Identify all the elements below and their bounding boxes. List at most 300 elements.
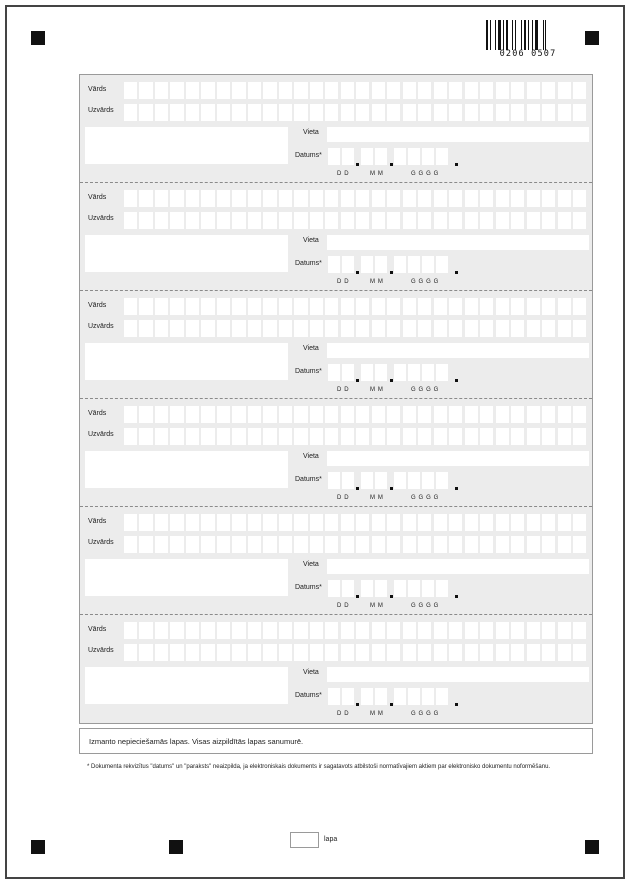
char-cell[interactable] bbox=[480, 82, 493, 99]
char-cell[interactable] bbox=[248, 428, 261, 445]
date-digit-cell[interactable] bbox=[408, 364, 420, 381]
char-cell[interactable] bbox=[139, 104, 152, 121]
char-cell[interactable] bbox=[248, 104, 261, 121]
char-cell[interactable] bbox=[325, 320, 338, 337]
char-cell[interactable] bbox=[465, 622, 478, 639]
char-cell[interactable] bbox=[155, 298, 168, 315]
char-cell[interactable] bbox=[449, 644, 462, 661]
char-cell[interactable] bbox=[186, 644, 199, 661]
char-cell[interactable] bbox=[232, 298, 245, 315]
date-digit-cell[interactable] bbox=[422, 688, 434, 705]
last-name-field[interactable] bbox=[124, 104, 589, 121]
char-cell[interactable] bbox=[387, 536, 400, 553]
char-cell[interactable] bbox=[310, 320, 323, 337]
char-cell[interactable] bbox=[496, 644, 509, 661]
char-cell[interactable] bbox=[232, 514, 245, 531]
char-cell[interactable] bbox=[527, 298, 540, 315]
date-digit-cell[interactable] bbox=[375, 472, 387, 489]
char-cell[interactable] bbox=[294, 536, 307, 553]
char-cell[interactable] bbox=[434, 190, 447, 207]
char-cell[interactable] bbox=[434, 320, 447, 337]
date-digit-cell[interactable] bbox=[422, 364, 434, 381]
char-cell[interactable] bbox=[155, 104, 168, 121]
char-cell[interactable] bbox=[418, 644, 431, 661]
char-cell[interactable] bbox=[155, 514, 168, 531]
char-cell[interactable] bbox=[527, 320, 540, 337]
char-cell[interactable] bbox=[139, 536, 152, 553]
char-cell[interactable] bbox=[186, 104, 199, 121]
char-cell[interactable] bbox=[341, 514, 354, 531]
char-cell[interactable] bbox=[139, 298, 152, 315]
date-digit-cell[interactable] bbox=[375, 148, 387, 165]
char-cell[interactable] bbox=[279, 104, 292, 121]
char-cell[interactable] bbox=[573, 82, 586, 99]
char-cell[interactable] bbox=[480, 536, 493, 553]
char-cell[interactable] bbox=[356, 514, 369, 531]
char-cell[interactable] bbox=[511, 212, 524, 229]
char-cell[interactable] bbox=[403, 536, 416, 553]
char-cell[interactable] bbox=[155, 320, 168, 337]
first-name-field[interactable] bbox=[124, 622, 589, 639]
char-cell[interactable] bbox=[449, 320, 462, 337]
char-cell[interactable] bbox=[170, 428, 183, 445]
char-cell[interactable] bbox=[480, 428, 493, 445]
char-cell[interactable] bbox=[542, 536, 555, 553]
char-cell[interactable] bbox=[573, 644, 586, 661]
char-cell[interactable] bbox=[403, 428, 416, 445]
date-digit-cell[interactable] bbox=[375, 580, 387, 597]
last-name-field[interactable] bbox=[124, 320, 589, 337]
char-cell[interactable] bbox=[279, 82, 292, 99]
char-cell[interactable] bbox=[139, 428, 152, 445]
char-cell[interactable] bbox=[201, 428, 214, 445]
char-cell[interactable] bbox=[356, 622, 369, 639]
date-digit-cell[interactable] bbox=[328, 364, 340, 381]
char-cell[interactable] bbox=[480, 622, 493, 639]
char-cell[interactable] bbox=[325, 104, 338, 121]
char-cell[interactable] bbox=[186, 622, 199, 639]
char-cell[interactable] bbox=[542, 428, 555, 445]
char-cell[interactable] bbox=[170, 212, 183, 229]
date-digit-cell[interactable] bbox=[422, 580, 434, 597]
char-cell[interactable] bbox=[465, 82, 478, 99]
date-digit-cell[interactable] bbox=[394, 256, 406, 273]
char-cell[interactable] bbox=[294, 644, 307, 661]
date-digit-cell[interactable] bbox=[342, 472, 354, 489]
char-cell[interactable] bbox=[434, 298, 447, 315]
char-cell[interactable] bbox=[139, 514, 152, 531]
char-cell[interactable] bbox=[356, 190, 369, 207]
char-cell[interactable] bbox=[263, 428, 276, 445]
char-cell[interactable] bbox=[170, 514, 183, 531]
char-cell[interactable] bbox=[201, 190, 214, 207]
first-name-field[interactable] bbox=[124, 406, 589, 423]
date-digit-cell[interactable] bbox=[328, 472, 340, 489]
first-name-field[interactable] bbox=[124, 514, 589, 531]
char-cell[interactable] bbox=[465, 406, 478, 423]
date-digit-cell[interactable] bbox=[342, 148, 354, 165]
date-digit-cell[interactable] bbox=[394, 364, 406, 381]
page-number-field[interactable] bbox=[290, 832, 319, 848]
char-cell[interactable] bbox=[186, 428, 199, 445]
date-digit-cell[interactable] bbox=[408, 580, 420, 597]
char-cell[interactable] bbox=[170, 622, 183, 639]
char-cell[interactable] bbox=[341, 622, 354, 639]
char-cell[interactable] bbox=[294, 82, 307, 99]
char-cell[interactable] bbox=[341, 644, 354, 661]
char-cell[interactable] bbox=[573, 536, 586, 553]
char-cell[interactable] bbox=[325, 190, 338, 207]
char-cell[interactable] bbox=[449, 298, 462, 315]
char-cell[interactable] bbox=[310, 622, 323, 639]
char-cell[interactable] bbox=[139, 320, 152, 337]
char-cell[interactable] bbox=[263, 406, 276, 423]
char-cell[interactable] bbox=[232, 212, 245, 229]
char-cell[interactable] bbox=[511, 320, 524, 337]
char-cell[interactable] bbox=[294, 514, 307, 531]
char-cell[interactable] bbox=[248, 320, 261, 337]
char-cell[interactable] bbox=[170, 644, 183, 661]
char-cell[interactable] bbox=[372, 406, 385, 423]
char-cell[interactable] bbox=[356, 428, 369, 445]
char-cell[interactable] bbox=[387, 104, 400, 121]
char-cell[interactable] bbox=[186, 320, 199, 337]
char-cell[interactable] bbox=[527, 212, 540, 229]
char-cell[interactable] bbox=[434, 536, 447, 553]
date-digit-cell[interactable] bbox=[342, 580, 354, 597]
char-cell[interactable] bbox=[542, 622, 555, 639]
char-cell[interactable] bbox=[573, 190, 586, 207]
char-cell[interactable] bbox=[139, 82, 152, 99]
date-digit-cell[interactable] bbox=[436, 472, 448, 489]
char-cell[interactable] bbox=[310, 536, 323, 553]
char-cell[interactable] bbox=[372, 190, 385, 207]
char-cell[interactable] bbox=[325, 212, 338, 229]
char-cell[interactable] bbox=[201, 82, 214, 99]
char-cell[interactable] bbox=[387, 190, 400, 207]
date-digit-cell[interactable] bbox=[328, 580, 340, 597]
char-cell[interactable] bbox=[542, 320, 555, 337]
char-cell[interactable] bbox=[232, 190, 245, 207]
char-cell[interactable] bbox=[248, 190, 261, 207]
char-cell[interactable] bbox=[279, 406, 292, 423]
char-cell[interactable] bbox=[558, 298, 571, 315]
char-cell[interactable] bbox=[542, 212, 555, 229]
char-cell[interactable] bbox=[263, 82, 276, 99]
char-cell[interactable] bbox=[511, 514, 524, 531]
char-cell[interactable] bbox=[372, 212, 385, 229]
first-name-field[interactable] bbox=[124, 190, 589, 207]
char-cell[interactable] bbox=[573, 212, 586, 229]
char-cell[interactable] bbox=[558, 536, 571, 553]
char-cell[interactable] bbox=[573, 428, 586, 445]
char-cell[interactable] bbox=[248, 298, 261, 315]
char-cell[interactable] bbox=[496, 190, 509, 207]
signature-field[interactable] bbox=[85, 127, 288, 164]
char-cell[interactable] bbox=[217, 514, 230, 531]
char-cell[interactable] bbox=[201, 514, 214, 531]
char-cell[interactable] bbox=[387, 514, 400, 531]
char-cell[interactable] bbox=[527, 644, 540, 661]
char-cell[interactable] bbox=[403, 320, 416, 337]
char-cell[interactable] bbox=[201, 536, 214, 553]
char-cell[interactable] bbox=[372, 514, 385, 531]
char-cell[interactable] bbox=[434, 212, 447, 229]
char-cell[interactable] bbox=[186, 298, 199, 315]
char-cell[interactable] bbox=[496, 428, 509, 445]
char-cell[interactable] bbox=[527, 406, 540, 423]
char-cell[interactable] bbox=[294, 212, 307, 229]
char-cell[interactable] bbox=[403, 104, 416, 121]
first-name-field[interactable] bbox=[124, 82, 589, 99]
char-cell[interactable] bbox=[558, 82, 571, 99]
char-cell[interactable] bbox=[124, 514, 137, 531]
date-digit-cell[interactable] bbox=[375, 364, 387, 381]
char-cell[interactable] bbox=[356, 320, 369, 337]
char-cell[interactable] bbox=[387, 644, 400, 661]
char-cell[interactable] bbox=[542, 190, 555, 207]
char-cell[interactable] bbox=[263, 212, 276, 229]
char-cell[interactable] bbox=[325, 536, 338, 553]
char-cell[interactable] bbox=[465, 298, 478, 315]
signature-field[interactable] bbox=[85, 667, 288, 704]
date-digit-cell[interactable] bbox=[328, 256, 340, 273]
char-cell[interactable] bbox=[558, 514, 571, 531]
char-cell[interactable] bbox=[217, 212, 230, 229]
char-cell[interactable] bbox=[201, 622, 214, 639]
char-cell[interactable] bbox=[449, 190, 462, 207]
char-cell[interactable] bbox=[294, 428, 307, 445]
char-cell[interactable] bbox=[310, 212, 323, 229]
signature-field[interactable] bbox=[85, 343, 288, 380]
char-cell[interactable] bbox=[542, 406, 555, 423]
char-cell[interactable] bbox=[558, 320, 571, 337]
date-digit-cell[interactable] bbox=[328, 688, 340, 705]
char-cell[interactable] bbox=[418, 406, 431, 423]
char-cell[interactable] bbox=[496, 514, 509, 531]
char-cell[interactable] bbox=[434, 104, 447, 121]
char-cell[interactable] bbox=[155, 428, 168, 445]
char-cell[interactable] bbox=[263, 536, 276, 553]
char-cell[interactable] bbox=[217, 536, 230, 553]
char-cell[interactable] bbox=[372, 298, 385, 315]
char-cell[interactable] bbox=[465, 644, 478, 661]
char-cell[interactable] bbox=[387, 428, 400, 445]
char-cell[interactable] bbox=[279, 514, 292, 531]
char-cell[interactable] bbox=[496, 536, 509, 553]
char-cell[interactable] bbox=[170, 82, 183, 99]
date-digit-cell[interactable] bbox=[361, 364, 373, 381]
char-cell[interactable] bbox=[558, 212, 571, 229]
char-cell[interactable] bbox=[449, 104, 462, 121]
char-cell[interactable] bbox=[170, 536, 183, 553]
char-cell[interactable] bbox=[418, 514, 431, 531]
char-cell[interactable] bbox=[186, 82, 199, 99]
date-digit-cell[interactable] bbox=[422, 148, 434, 165]
char-cell[interactable] bbox=[124, 212, 137, 229]
char-cell[interactable] bbox=[527, 428, 540, 445]
char-cell[interactable] bbox=[558, 406, 571, 423]
char-cell[interactable] bbox=[449, 212, 462, 229]
char-cell[interactable] bbox=[124, 82, 137, 99]
char-cell[interactable] bbox=[480, 320, 493, 337]
char-cell[interactable] bbox=[279, 536, 292, 553]
char-cell[interactable] bbox=[434, 644, 447, 661]
char-cell[interactable] bbox=[341, 428, 354, 445]
char-cell[interactable] bbox=[248, 536, 261, 553]
char-cell[interactable] bbox=[217, 428, 230, 445]
char-cell[interactable] bbox=[170, 104, 183, 121]
char-cell[interactable] bbox=[372, 428, 385, 445]
char-cell[interactable] bbox=[263, 622, 276, 639]
char-cell[interactable] bbox=[279, 212, 292, 229]
char-cell[interactable] bbox=[201, 298, 214, 315]
char-cell[interactable] bbox=[573, 406, 586, 423]
char-cell[interactable] bbox=[263, 644, 276, 661]
char-cell[interactable] bbox=[124, 104, 137, 121]
char-cell[interactable] bbox=[356, 406, 369, 423]
char-cell[interactable] bbox=[201, 406, 214, 423]
char-cell[interactable] bbox=[279, 622, 292, 639]
date-digit-cell[interactable] bbox=[408, 148, 420, 165]
char-cell[interactable] bbox=[480, 298, 493, 315]
date-digit-cell[interactable] bbox=[342, 256, 354, 273]
char-cell[interactable] bbox=[124, 298, 137, 315]
char-cell[interactable] bbox=[511, 298, 524, 315]
char-cell[interactable] bbox=[310, 298, 323, 315]
char-cell[interactable] bbox=[217, 406, 230, 423]
date-digit-cell[interactable] bbox=[361, 580, 373, 597]
char-cell[interactable] bbox=[418, 298, 431, 315]
char-cell[interactable] bbox=[372, 644, 385, 661]
char-cell[interactable] bbox=[449, 514, 462, 531]
last-name-field[interactable] bbox=[124, 536, 589, 553]
char-cell[interactable] bbox=[403, 190, 416, 207]
signature-field[interactable] bbox=[85, 559, 288, 596]
char-cell[interactable] bbox=[511, 190, 524, 207]
place-field[interactable] bbox=[327, 127, 589, 142]
char-cell[interactable] bbox=[124, 406, 137, 423]
char-cell[interactable] bbox=[294, 406, 307, 423]
char-cell[interactable] bbox=[511, 536, 524, 553]
date-digit-cell[interactable] bbox=[342, 688, 354, 705]
date-digit-cell[interactable] bbox=[361, 472, 373, 489]
char-cell[interactable] bbox=[248, 514, 261, 531]
char-cell[interactable] bbox=[372, 536, 385, 553]
date-digit-cell[interactable] bbox=[361, 256, 373, 273]
char-cell[interactable] bbox=[403, 212, 416, 229]
char-cell[interactable] bbox=[124, 320, 137, 337]
char-cell[interactable] bbox=[403, 622, 416, 639]
char-cell[interactable] bbox=[341, 82, 354, 99]
char-cell[interactable] bbox=[232, 622, 245, 639]
date-digit-cell[interactable] bbox=[328, 148, 340, 165]
char-cell[interactable] bbox=[449, 428, 462, 445]
char-cell[interactable] bbox=[418, 82, 431, 99]
char-cell[interactable] bbox=[155, 644, 168, 661]
char-cell[interactable] bbox=[558, 104, 571, 121]
date-digit-cell[interactable] bbox=[408, 256, 420, 273]
char-cell[interactable] bbox=[480, 406, 493, 423]
char-cell[interactable] bbox=[434, 514, 447, 531]
char-cell[interactable] bbox=[341, 298, 354, 315]
char-cell[interactable] bbox=[542, 104, 555, 121]
char-cell[interactable] bbox=[465, 212, 478, 229]
place-field[interactable] bbox=[327, 343, 589, 358]
char-cell[interactable] bbox=[217, 82, 230, 99]
char-cell[interactable] bbox=[496, 406, 509, 423]
char-cell[interactable] bbox=[372, 104, 385, 121]
char-cell[interactable] bbox=[341, 104, 354, 121]
char-cell[interactable] bbox=[511, 406, 524, 423]
char-cell[interactable] bbox=[449, 406, 462, 423]
char-cell[interactable] bbox=[325, 428, 338, 445]
char-cell[interactable] bbox=[217, 622, 230, 639]
char-cell[interactable] bbox=[170, 406, 183, 423]
char-cell[interactable] bbox=[201, 104, 214, 121]
char-cell[interactable] bbox=[496, 298, 509, 315]
place-field[interactable] bbox=[327, 451, 589, 466]
char-cell[interactable] bbox=[263, 298, 276, 315]
char-cell[interactable] bbox=[573, 622, 586, 639]
char-cell[interactable] bbox=[542, 514, 555, 531]
char-cell[interactable] bbox=[201, 644, 214, 661]
char-cell[interactable] bbox=[387, 320, 400, 337]
char-cell[interactable] bbox=[341, 320, 354, 337]
char-cell[interactable] bbox=[465, 514, 478, 531]
date-digit-cell[interactable] bbox=[394, 472, 406, 489]
char-cell[interactable] bbox=[294, 320, 307, 337]
char-cell[interactable] bbox=[356, 536, 369, 553]
char-cell[interactable] bbox=[155, 406, 168, 423]
char-cell[interactable] bbox=[527, 82, 540, 99]
char-cell[interactable] bbox=[356, 644, 369, 661]
place-field[interactable] bbox=[327, 559, 589, 574]
char-cell[interactable] bbox=[263, 320, 276, 337]
char-cell[interactable] bbox=[558, 644, 571, 661]
char-cell[interactable] bbox=[434, 82, 447, 99]
char-cell[interactable] bbox=[294, 104, 307, 121]
char-cell[interactable] bbox=[310, 190, 323, 207]
char-cell[interactable] bbox=[325, 644, 338, 661]
char-cell[interactable] bbox=[279, 428, 292, 445]
char-cell[interactable] bbox=[217, 298, 230, 315]
char-cell[interactable] bbox=[294, 190, 307, 207]
char-cell[interactable] bbox=[418, 104, 431, 121]
char-cell[interactable] bbox=[279, 298, 292, 315]
char-cell[interactable] bbox=[418, 190, 431, 207]
char-cell[interactable] bbox=[496, 212, 509, 229]
char-cell[interactable] bbox=[139, 406, 152, 423]
char-cell[interactable] bbox=[341, 406, 354, 423]
char-cell[interactable] bbox=[294, 298, 307, 315]
char-cell[interactable] bbox=[310, 82, 323, 99]
char-cell[interactable] bbox=[124, 644, 137, 661]
char-cell[interactable] bbox=[217, 104, 230, 121]
char-cell[interactable] bbox=[527, 536, 540, 553]
char-cell[interactable] bbox=[403, 82, 416, 99]
char-cell[interactable] bbox=[139, 212, 152, 229]
date-digit-cell[interactable] bbox=[342, 364, 354, 381]
char-cell[interactable] bbox=[558, 428, 571, 445]
char-cell[interactable] bbox=[496, 82, 509, 99]
char-cell[interactable] bbox=[387, 622, 400, 639]
char-cell[interactable] bbox=[279, 190, 292, 207]
char-cell[interactable] bbox=[465, 428, 478, 445]
char-cell[interactable] bbox=[310, 514, 323, 531]
char-cell[interactable] bbox=[542, 82, 555, 99]
char-cell[interactable] bbox=[418, 428, 431, 445]
